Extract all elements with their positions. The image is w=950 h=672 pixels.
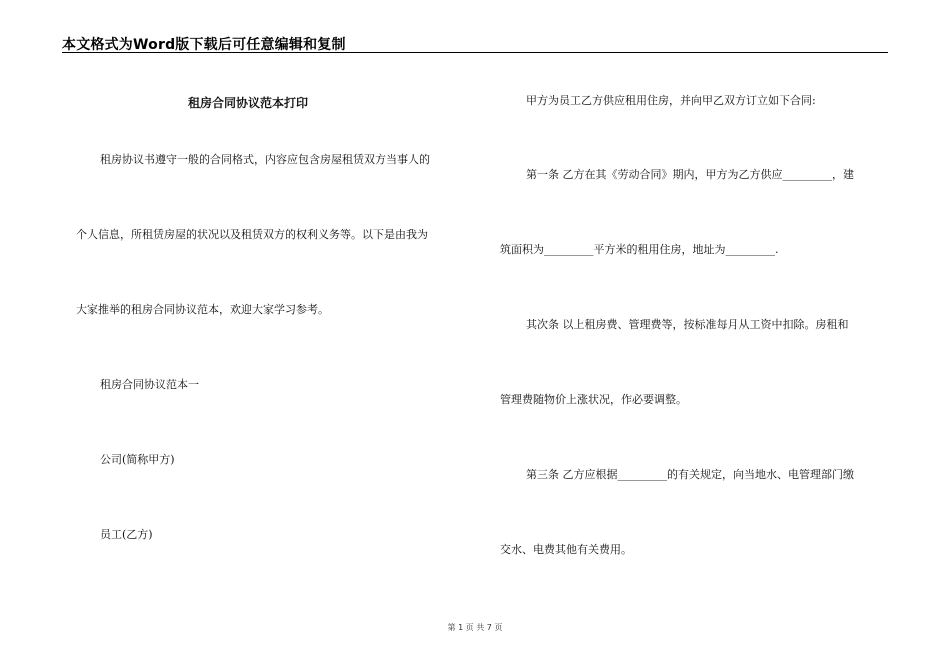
paragraph-line: 租房协议书遵守一般的合同格式，内容应包含房屋租赁双方当事人的 bbox=[100, 153, 430, 166]
article-1-line: 第一条 乙方在其《劳动合同》期内，甲方为乙方供应_________，建 bbox=[526, 168, 854, 181]
section-heading: 租房合同协议范本一 bbox=[100, 378, 199, 391]
document-title: 租房合同协议范本打印 bbox=[188, 96, 309, 110]
header-rule bbox=[62, 52, 888, 53]
party-b-line: 员工(乙方) bbox=[100, 528, 153, 541]
article-2-line: 管理费随物价上涨状况，作必要调整。 bbox=[500, 393, 687, 406]
page-number: 第 1 页 共 7 页 bbox=[447, 623, 503, 632]
paragraph-line: 甲方为员工乙方供应租用住房，并向甲乙双方订立如下合同: bbox=[526, 94, 816, 107]
article-3-line: 第三条 乙方应根据_________的有关规定，向当地水、电管理部门缴 bbox=[526, 468, 854, 481]
article-1-line: 筑面积为_________平方米的租用住房，地址为_________. bbox=[500, 243, 779, 256]
paragraph-line: 个人信息，所租赁房屋的状况以及租赁双方的权利义务等。以下是由我为 bbox=[76, 228, 428, 241]
paragraph-line: 大家推举的租房合同协议范本，欢迎大家学习参考。 bbox=[76, 303, 329, 316]
party-a-line: 公司(简称甲方) bbox=[100, 453, 175, 466]
article-3-line: 交水、电费其他有关费用。 bbox=[500, 543, 632, 556]
header-banner: 本文格式为Word版下载后可任意编辑和复制 bbox=[62, 37, 346, 53]
article-2-line: 其次条 以上租房费、管理费等，按标准每月从工资中扣除。房租和 bbox=[526, 318, 849, 331]
